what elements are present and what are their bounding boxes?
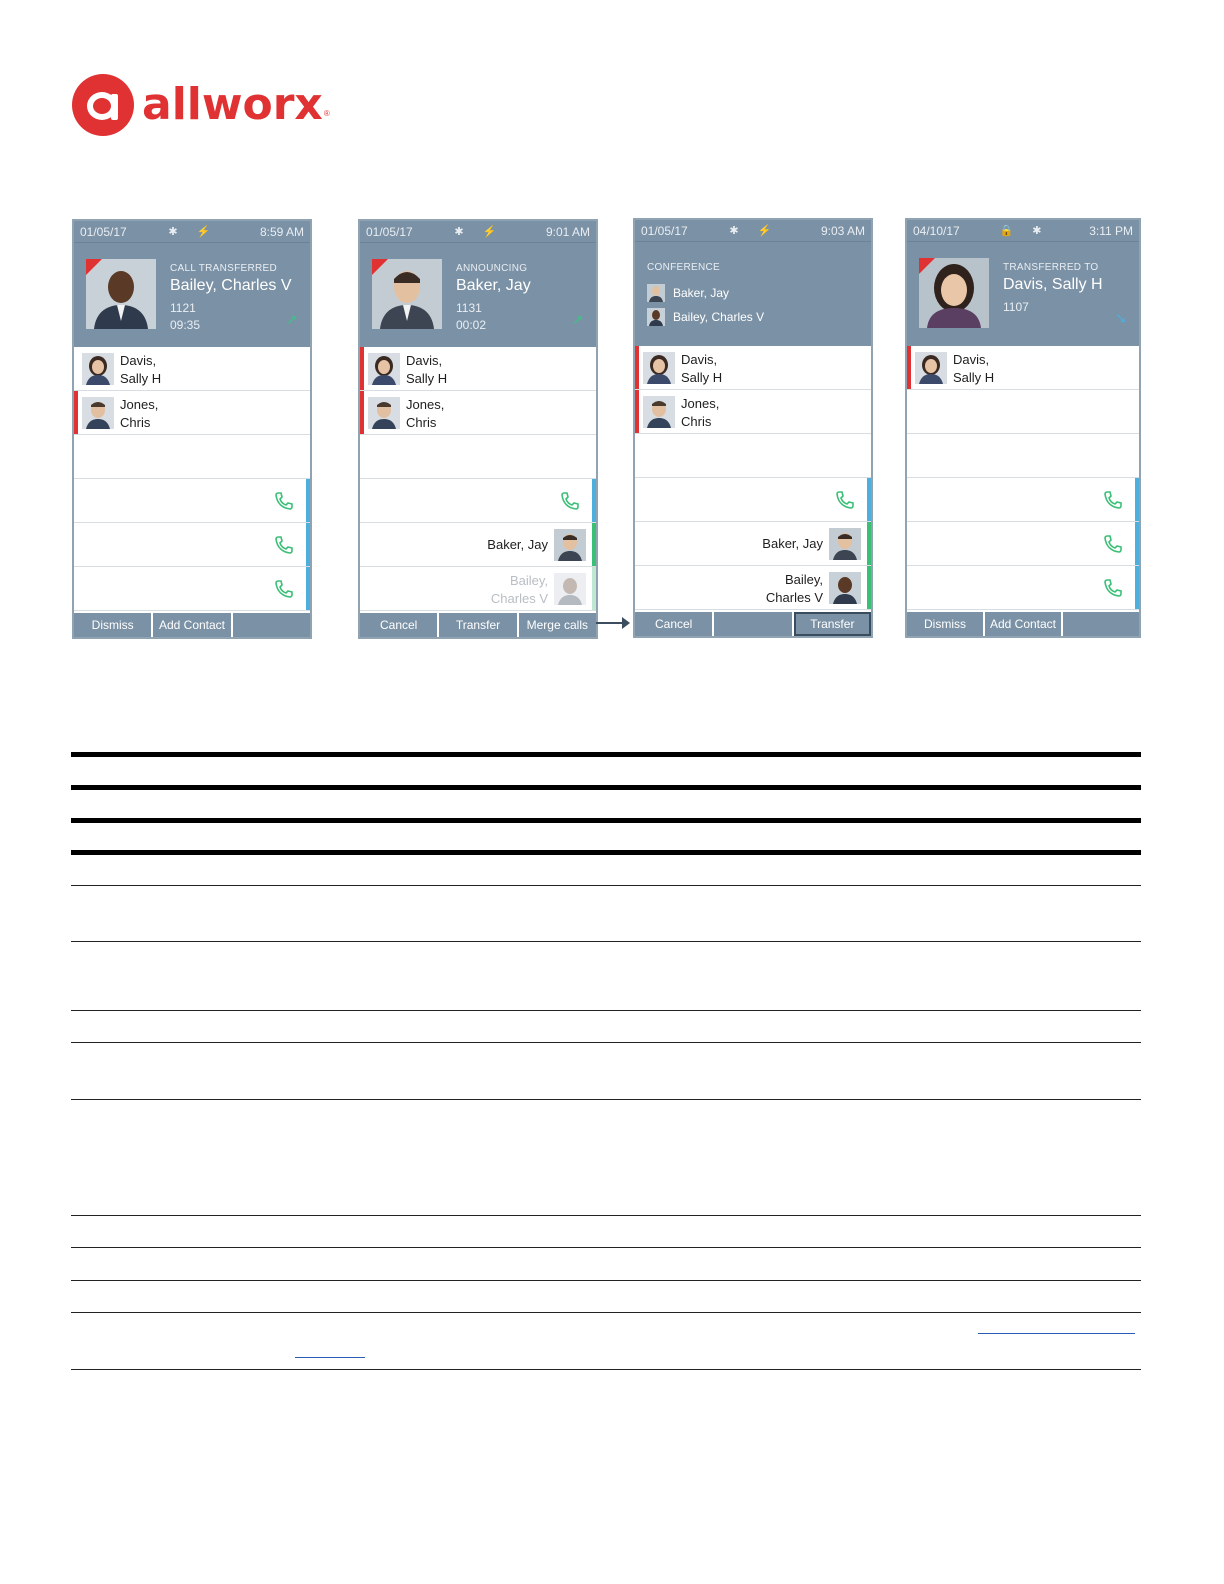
line-row[interactable]: [907, 478, 1139, 522]
empty-softkey[interactable]: [233, 613, 310, 637]
empty-row: [360, 435, 596, 479]
contact-row[interactable]: [635, 390, 871, 434]
hyperlink-underline[interactable]: [978, 1333, 1135, 1334]
contact-last-name: Jones,: [406, 397, 445, 412]
line-row[interactable]: [907, 566, 1139, 610]
phone-handset-icon[interactable]: [560, 491, 580, 511]
contact-row[interactable]: [635, 346, 871, 390]
dismiss-softkey[interactable]: Dismiss: [907, 612, 985, 636]
allworx-logo-mark: [72, 74, 134, 136]
conference-member: [647, 308, 764, 326]
contact-first-name: Chris: [406, 415, 437, 430]
conference-member-name: Bailey, Charles V: [673, 310, 765, 324]
phone-handset-icon[interactable]: [274, 535, 294, 555]
table-rule: [71, 818, 1141, 823]
status-time: 3:11 PM: [1089, 223, 1133, 238]
softkey-bar: [74, 613, 310, 637]
softkey-bar: [635, 612, 871, 636]
contact-row[interactable]: [360, 347, 596, 391]
avatar: [368, 353, 400, 385]
table-rule: [71, 752, 1141, 757]
contact-last-name: Davis,: [120, 353, 157, 368]
status-icons: ✱ ⚡: [729, 225, 780, 237]
status-bar: [635, 220, 871, 242]
call-header: [74, 243, 310, 347]
contact-row[interactable]: [360, 391, 596, 435]
contact-first-name: Chris: [120, 415, 151, 430]
add-contact-softkey[interactable]: Add Contact: [153, 613, 232, 637]
status-date: 01/05/17: [641, 223, 688, 238]
line-row[interactable]: [74, 523, 310, 567]
phone-screen-announcing: [358, 219, 598, 639]
contact-row[interactable]: [907, 346, 1139, 390]
contact-name: [681, 351, 722, 387]
line-row[interactable]: [74, 479, 310, 523]
empty-softkey[interactable]: [1063, 612, 1139, 636]
contact-name: [120, 396, 158, 432]
cancel-softkey[interactable]: Cancel: [360, 613, 439, 637]
caller-name: Bailey, Charles V: [170, 277, 292, 294]
caller-extension: 1121: [170, 301, 196, 315]
line-caller-name: Baker, Jay: [487, 537, 548, 552]
table-row-divider: [71, 941, 1141, 942]
avatar: [829, 528, 861, 560]
status-icons: 🔒 ✱: [999, 225, 1050, 237]
call-state-label: TRANSFERRED TO: [1003, 262, 1099, 273]
transfer-softkey[interactable]: Transfer: [439, 613, 518, 637]
contact-last-name: Jones,: [120, 397, 159, 412]
contact-first-name: Sally H: [953, 370, 995, 385]
hyperlink-underline[interactable]: [295, 1357, 365, 1358]
conference-member-name: Baker, Jay: [673, 286, 730, 300]
contact-name: [681, 395, 719, 431]
table-rule: [71, 850, 1141, 855]
status-bar: [74, 221, 310, 243]
line-row-held[interactable]: [360, 567, 596, 611]
contact-name: [953, 351, 994, 387]
phone-handset-icon[interactable]: [1103, 490, 1123, 510]
contact-row[interactable]: [74, 347, 310, 391]
dismiss-softkey[interactable]: Dismiss: [74, 613, 153, 637]
table-row-divider: [71, 1010, 1141, 1011]
contact-name: [120, 352, 161, 388]
empty-row: [74, 435, 310, 479]
conference-member-avatar: [647, 284, 665, 302]
line-caller-first-name: Charles V: [490, 591, 548, 606]
contact-name: [406, 396, 444, 432]
line-caller-name: [491, 572, 548, 608]
table-row-divider: [71, 885, 1141, 886]
phone-handset-icon[interactable]: [835, 490, 855, 510]
caller-photo: [919, 258, 989, 328]
table-row-divider: [71, 1247, 1141, 1248]
contact-last-name: Davis,: [681, 352, 718, 367]
status-date: 01/05/17: [366, 224, 413, 239]
line-caller-name: [766, 571, 823, 607]
status-time: 9:03 AM: [820, 223, 865, 238]
softkey-bar: [360, 613, 596, 637]
conference-header: [635, 242, 871, 346]
line-row-active[interactable]: [635, 566, 871, 610]
contact-row[interactable]: [74, 391, 310, 435]
phone-screen-conference: [633, 218, 873, 638]
caller-photo: [86, 259, 156, 329]
transfer-arrow-icon: ➚: [572, 311, 584, 327]
logo-wordmark: allworx: [142, 79, 323, 130]
contact-first-name: Sally H: [406, 371, 448, 386]
table-rule: [71, 785, 1141, 790]
avatar: [643, 396, 675, 428]
empty-row: [907, 434, 1139, 478]
phone-handset-icon[interactable]: [1103, 534, 1123, 554]
line-caller-name: Baker, Jay: [762, 536, 823, 551]
contact-last-name: Jones,: [681, 396, 720, 411]
table-row-divider: [71, 1099, 1141, 1100]
empty-row: [635, 434, 871, 478]
line-row[interactable]: [74, 567, 310, 611]
contact-last-name: Davis,: [953, 352, 990, 367]
call-header: [360, 243, 596, 347]
table-row-divider: [71, 1312, 1141, 1313]
avatar: [643, 352, 675, 384]
transfer-softkey[interactable]: Transfer: [794, 612, 871, 636]
avatar: [368, 397, 400, 429]
status-time: 8:59 AM: [259, 224, 304, 239]
call-header: [907, 242, 1139, 346]
line-row[interactable]: [635, 478, 871, 522]
line-row[interactable]: [360, 479, 596, 523]
avatar: [82, 353, 114, 385]
call-state-label: CALL TRANSFERRED: [170, 263, 278, 274]
status-date: 04/10/17: [913, 223, 960, 238]
caller-photo: [372, 259, 442, 329]
transfer-arrow-icon: ➘: [1115, 310, 1127, 326]
contact-first-name: Sally H: [681, 370, 723, 385]
phone-handset-icon[interactable]: [1103, 578, 1123, 598]
merge-calls-softkey[interactable]: Merge calls: [526, 618, 588, 632]
softkey-bar: [907, 612, 1139, 636]
contact-first-name: Chris: [681, 414, 712, 429]
empty-row: [907, 390, 1139, 434]
phone-handset-icon[interactable]: [274, 579, 294, 599]
conference-member: [647, 284, 729, 302]
call-state-label: ANNOUNCING: [456, 263, 528, 274]
line-caller-last-name: Bailey,: [784, 572, 823, 587]
line-caller-first-name: Charles V: [765, 590, 823, 605]
caller-name: Davis, Sally H: [1003, 276, 1103, 293]
registered-mark: ®: [323, 109, 330, 118]
status-time: 9:01 AM: [545, 224, 590, 239]
flow-arrow-head: [622, 617, 630, 629]
table-row-divider: [71, 1215, 1141, 1216]
table-row-divider: [71, 1042, 1141, 1043]
conference-member-avatar: [647, 308, 665, 326]
avatar: [554, 573, 586, 605]
transfer-arrow-icon: ➚: [286, 311, 298, 327]
cancel-softkey[interactable]: Cancel: [635, 612, 714, 636]
call-state-label: CONFERENCE: [647, 262, 721, 273]
call-duration: 09:35: [170, 318, 201, 332]
line-caller-last-name: Bailey,: [509, 573, 548, 588]
status-icons: ✱ ⚡: [168, 226, 219, 238]
avatar: [915, 352, 947, 384]
add-contact-softkey[interactable]: Add Contact: [985, 612, 1063, 636]
status-bar: [907, 220, 1139, 242]
table-row-divider: [71, 1280, 1141, 1281]
caller-extension: 1107: [1003, 300, 1029, 314]
call-duration: 00:02: [456, 318, 487, 332]
flow-arrow: [596, 622, 624, 624]
status-date: 01/05/17: [80, 224, 127, 239]
line-row[interactable]: [907, 522, 1139, 566]
line-row-active[interactable]: [635, 522, 871, 566]
contact-first-name: Sally H: [120, 371, 162, 386]
avatar: [829, 572, 861, 604]
avatar: [554, 529, 586, 561]
phone-screen-transferred-to: [905, 218, 1141, 638]
phone-handset-icon[interactable]: [274, 491, 294, 511]
status-bar: [360, 221, 596, 243]
caller-name: Baker, Jay: [456, 277, 531, 294]
avatar: [82, 397, 114, 429]
empty-softkey[interactable]: [714, 612, 793, 636]
line-row-active[interactable]: [360, 523, 596, 567]
phone-screen-call-transferred: [72, 219, 312, 639]
allworx-logo: [72, 72, 330, 138]
contact-last-name: Davis,: [406, 353, 443, 368]
contact-name: [406, 352, 447, 388]
table-row-divider: [71, 1369, 1141, 1370]
caller-extension: 1131: [456, 301, 482, 315]
status-icons: ✱ ⚡: [454, 226, 505, 238]
